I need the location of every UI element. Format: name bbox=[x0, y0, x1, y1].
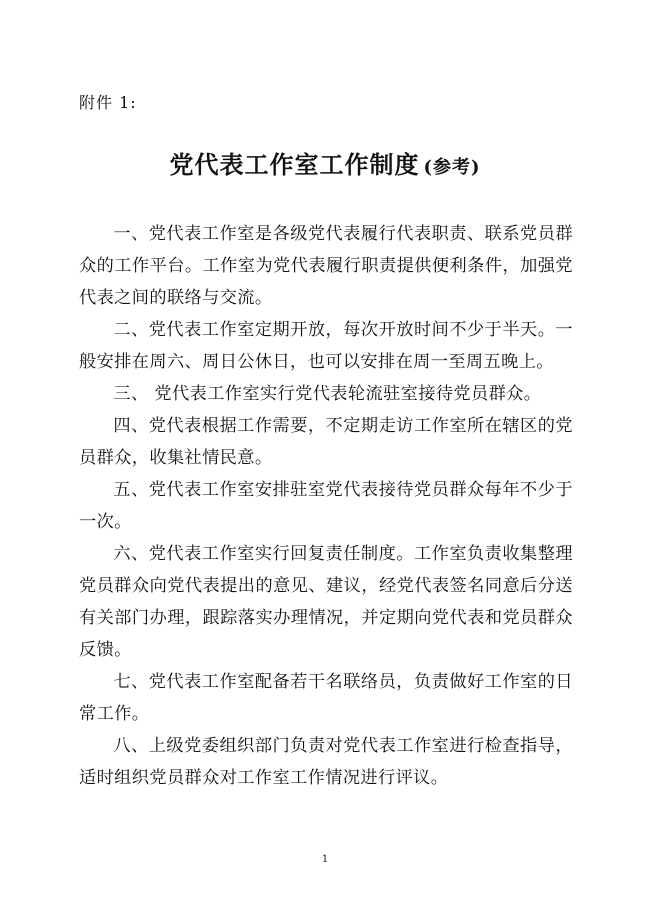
paragraph-1: 一、党代表工作室是各级党代表履行代表职责、联系党员群众的工作平台。工作室为党代表履行职责提供便利条件，加强党代表之间的联络与交流。 bbox=[79, 224, 573, 308]
title-text: 党代表工作室工作制度 bbox=[169, 150, 420, 179]
document-body bbox=[79, 218, 573, 794]
page-number: 1 bbox=[321, 854, 329, 865]
paragraph-4: 四、党代表根据工作需要，不定期走访工作室所在辖区的党员群众，收集社情民意。 bbox=[79, 416, 573, 468]
attachment-label: 附件 1: bbox=[79, 93, 137, 112]
document-title bbox=[0, 145, 650, 180]
paragraph-7: 七、党代表工作室配备若干名联络员，负责做好工作室的日常工作。 bbox=[79, 672, 573, 724]
paragraph-2: 二、党代表工作室定期开放，每次开放时间不少于半天。一般安排在周六、周日公休日，也可以安排在周一至周五晚上。 bbox=[79, 320, 573, 372]
paragraph-3: 三、 党代表工作室实行党代表轮流驻室接待党员群众。 bbox=[113, 384, 542, 404]
paragraph-6: 六、党代表工作室实行回复责任制度。工作室负责收集整理党员群众向党代表提出的意见、建议，经党代表签名同意后分送有关部门办理，跟踪落实办理情况，并定期向党代表和党员群众反馈。 bbox=[79, 544, 573, 660]
title-note: (参考) bbox=[423, 157, 481, 178]
paragraph-5: 五、党代表工作室安排驻室党代表接待党员群众每年不少于一次。 bbox=[79, 480, 573, 532]
paragraph-8: 八、上级党委组织部门负责对党代表工作室进行检查指导，适时组织党员群众对工作室工作情况进行评议。 bbox=[79, 736, 573, 788]
